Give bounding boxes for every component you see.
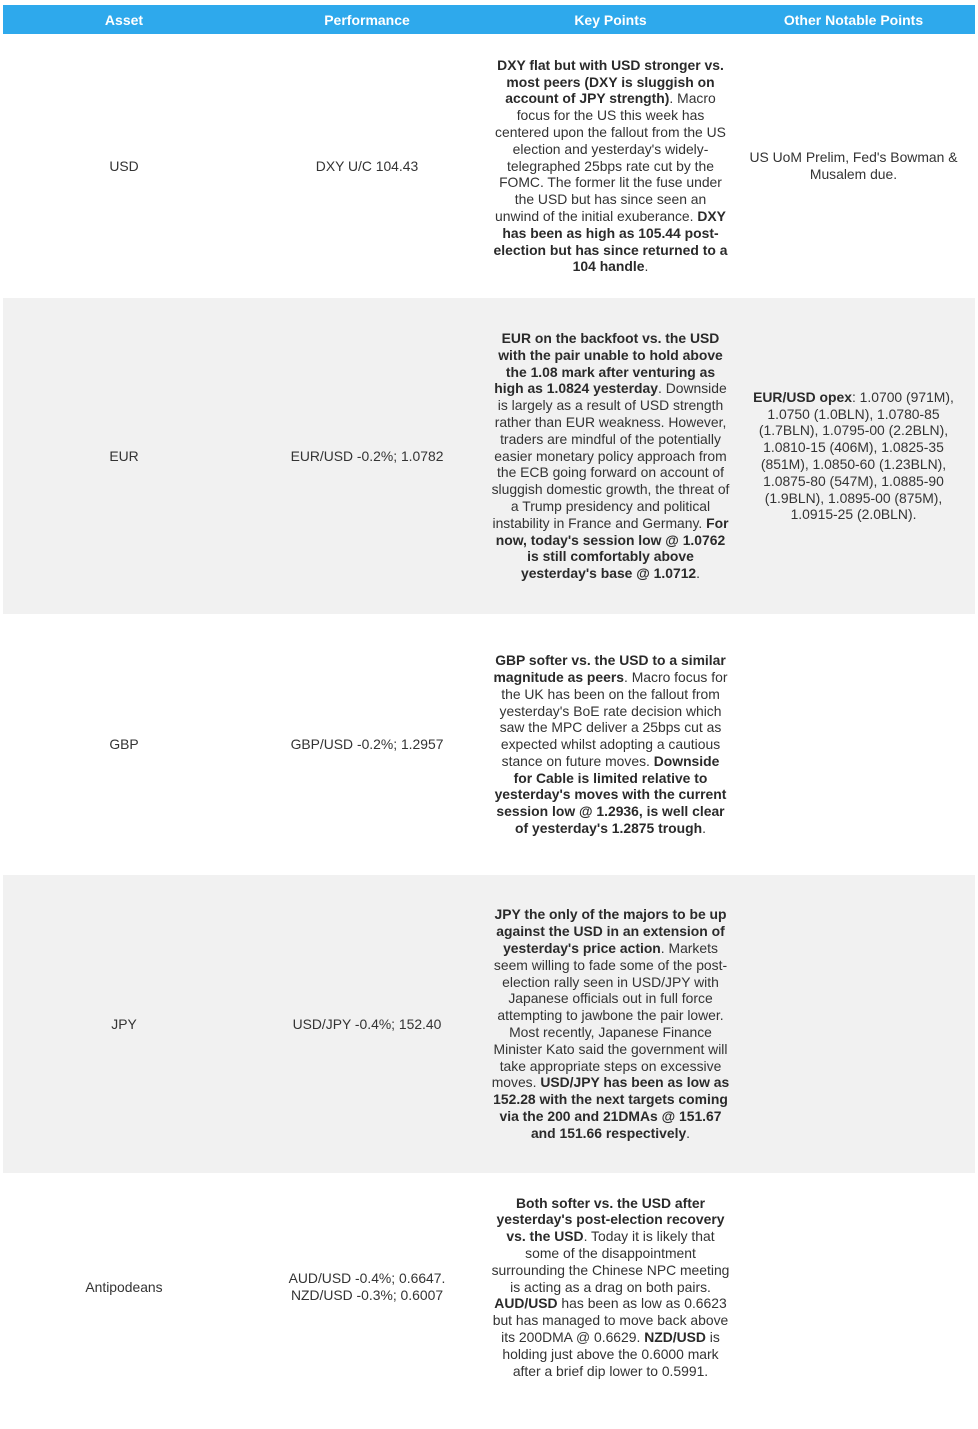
text-segment: . [696, 565, 701, 582]
other-notable-cell [732, 614, 975, 875]
asset-cell: JPY [3, 875, 245, 1173]
performance-line: EUR/USD -0.2%; 1.0782 [290, 447, 444, 464]
table-row [3, 875, 975, 1173]
performance-cell [245, 298, 489, 614]
key-points-cell [489, 614, 732, 875]
text-segment: . Macro focus for the UK has been on the fallout from yesterday's BoE rate decision which saw the MPC deliver a 25bps cut as expected whilst adopting a cautious stance on future moves. [499, 668, 728, 769]
performance-line: DXY U/C 104.43 [315, 157, 419, 174]
key-points-cell [489, 1173, 732, 1401]
text-segment: . [686, 1124, 691, 1141]
other-notable-cell [732, 34, 975, 298]
header-performance: Performance [245, 5, 489, 34]
bold-text: DXY flat but with USD stronger vs. most peers (DXY is sluggish on account of JPY strength) [497, 56, 724, 107]
header-key-points: Key Points [489, 5, 732, 34]
table-body [3, 34, 975, 1401]
asset-cell: Antipodeans [85, 1278, 163, 1295]
header-row [3, 5, 975, 34]
bold-text: JPY the only of the majors to be up against the USD in an extension of yesterday's price action [494, 906, 727, 957]
key-points-cell [489, 34, 732, 298]
text-segment: . Macro focus for the US this week has centered upon the fallout from the US election and yesterday's widely-telegraphed 25bps rate cut by the FOMC. The former lit the fuse under the USD but has since seen an unwind of the initial exuberance. [495, 90, 726, 224]
performance-cell [245, 875, 489, 1173]
text-segment: . Markets seem willing to fade some of the post-election rally seen in USD/JPY with Japanese officials out in full force attempting to jawbone the pair lower. Most recently, Japanese Finance Minister Kato said the government will take appropriate steps on excessive moves. [491, 940, 728, 1091]
performance-cell [245, 1173, 489, 1401]
other-notable-cell [732, 875, 975, 1173]
bold-text: For now, today's session low @ 1.0762 is still comfortably above yesterday's base @ 1.0712 [495, 514, 729, 582]
text-segment: . [702, 820, 706, 837]
bold-text: GBP softer vs. the USD to a similar magnitude as peers [493, 652, 726, 685]
performance-line: USD/JPY -0.4%; 152.40 [292, 1015, 442, 1032]
bold-text: EUR on the backfoot vs. the USD with the pair unable to hold above the 1.08 mark after venturing as high as 1.0824 yesterday [494, 330, 723, 397]
bold-text: EUR/USD opex [753, 388, 852, 405]
performance-line: AUD/USD -0.4%; 0.6647. [288, 1270, 446, 1287]
text-segment: is holding just above the 0.6000 mark after a brief dip lower to 0.5991. [502, 1328, 720, 1379]
bold-text: USD/JPY has been as low as 152.28 with the next targets coming via the 200 and 21DMAs @ 151.67 and 151.66 respectively [493, 1074, 730, 1141]
text-segment: . Downside is largely as a result of USD strength rather than EUR weakness. However, traders are mindful of the potentially easier monetary policy approach from the ECB going forward on account of sluggish domestic growth, the threat of a Trump presidency and political instability in France and Germany. [491, 380, 730, 531]
performance-cell [245, 614, 489, 875]
text-segment: has been as low as 0.6623 but has managed to move back above its 200DMA @ 0.6629. [492, 1295, 729, 1345]
bold-text: Downside for Cable is limited relative to yesterday's moves with the current session low @ 1.2936, is well clear of yesterday's 1.2875 trough [494, 752, 727, 837]
bold-text: Both softer vs. the USD after yesterday's post-election recovery vs. the USD [496, 1194, 725, 1245]
asset-cell: USD [109, 157, 139, 174]
performance-line: GBP/USD -0.2%; 1.2957 [290, 736, 444, 753]
key-points-cell [489, 298, 732, 614]
text-segment: : 1.0700 (971M), 1.0750 (1.0BLN), 1.0780-85 (1.7BLN), 1.0795-00 (2.2BLN), 1.0810-15 (406M), 1.0825-35 (851M), 1.0850-60 (1.23BLN), 1.0875-80 (547M), 1.0885-90 (1.9BLN), 1.0895-00 (875M), 1.0915-25 (2.0BLN). [758, 388, 954, 523]
key-points-cell [489, 875, 732, 1173]
table-row [3, 1173, 975, 1401]
text-segment: . Today it is likely that some of the disappointment surrounding the Chinese NPC meeting is acting as a drag on both pairs. [491, 1228, 730, 1295]
bold-text: AUD/USD [494, 1295, 558, 1312]
bold-text: DXY has been as high as 105.44 post-election but has since returned to a 104 handle [493, 207, 728, 275]
asset-cell: EUR [3, 298, 245, 614]
text-segment: US UoM Prelim, Fed's Bowman & Musalem due. [749, 149, 958, 182]
fx-table [3, 5, 975, 1401]
other-notable-cell [732, 1173, 975, 1401]
table-row [3, 614, 975, 875]
other-notable-cell [732, 298, 975, 614]
performance-cell [245, 34, 489, 298]
text-segment: . [644, 258, 649, 275]
asset-cell: GBP [109, 736, 139, 753]
performance-line: NZD/USD -0.3%; 0.6007 [290, 1287, 444, 1303]
table-row [3, 298, 975, 614]
header-asset: Asset [3, 5, 245, 34]
table-row [3, 34, 975, 298]
bold-text: NZD/USD [644, 1328, 706, 1345]
header-other-notable-points: Other Notable Points [732, 5, 975, 34]
